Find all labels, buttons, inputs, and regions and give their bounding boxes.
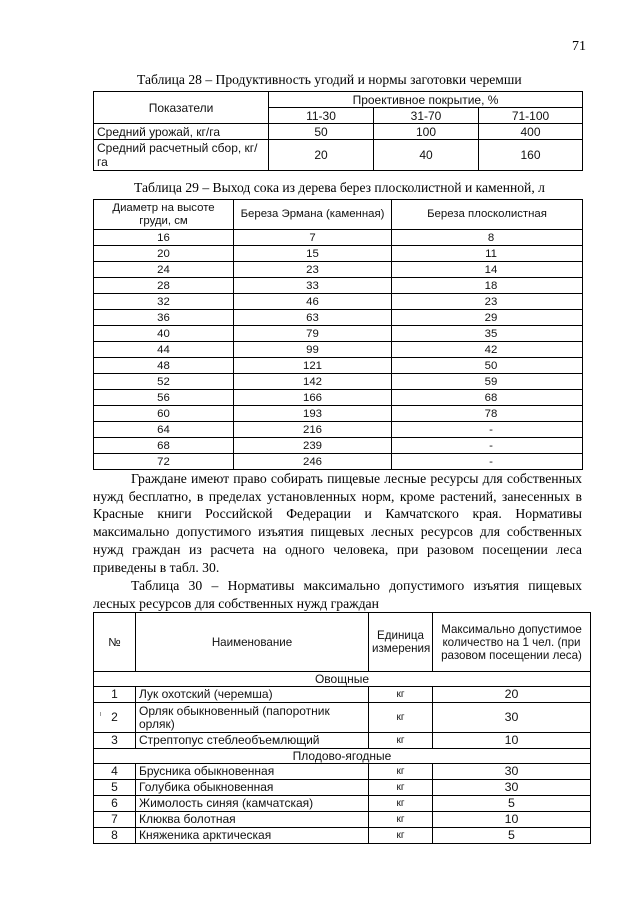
diameter-cell: 36 [94,310,234,326]
unit-cell: кг [369,733,433,749]
table29-caption: Таблица 29 – Выход сока из дерева берез плосколистной и каменной, л [134,180,545,195]
erman-birch-cell: 15 [234,246,392,262]
erman-birch-cell: 121 [234,358,392,374]
flatleaf-birch-cell: 14 [392,262,583,278]
header-unit: Единица измерения [369,613,433,672]
diameter-cell: 44 [94,342,234,358]
erman-birch-cell: 239 [234,438,392,454]
table-row [94,358,583,374]
group-title: Плодово-ягодные [94,749,591,764]
table30-caption: Таблица 30 – Нормативы максимально допустимого изъятия пищевых лесных ресурсов для собственных нужд граждан [93,578,582,611]
flatleaf-birch-cell: 29 [392,310,583,326]
row-number: 1 [94,687,136,703]
diameter-cell: 28 [94,278,234,294]
quantity-cell: 5 [433,828,591,844]
row-number: 4 [94,764,136,780]
table-row [94,326,583,342]
cell-value: 100 [374,124,479,140]
flatleaf-birch-cell: 50 [392,358,583,374]
unit-cell: кг [369,687,433,703]
quantity-cell: 20 [433,687,591,703]
flatleaf-birch-cell: 68 [392,390,583,406]
header-projective-cover: Проективное покрытие, % [269,92,583,108]
diameter-cell: 24 [94,262,234,278]
flatleaf-birch-cell: - [392,438,583,454]
item-name: Стрептопус стеблеобъемлющий [136,733,369,749]
item-name: Голубика обыкновенная [136,780,369,796]
flatleaf-birch-cell: 42 [392,342,583,358]
header-max-quantity: Максимально допустимое количество на 1 чел. (при разовом посещении леса) [433,613,591,672]
table-row [94,422,583,438]
erman-birch-cell: 216 [234,422,392,438]
row-number: 3 [94,733,136,749]
table30-caption-block [93,577,582,612]
table-row [94,406,583,422]
table-row [94,246,583,262]
table-row [94,124,583,140]
item-name: Лук охотский (черемша) [136,687,369,703]
range-header: 31-70 [374,108,479,124]
table-row [94,342,583,358]
table-row [94,438,583,454]
row-number: 2 [94,703,136,733]
flatleaf-birch-cell: - [392,422,583,438]
table-30 [93,612,591,844]
table-row [94,454,583,470]
unit-cell: кг [369,828,433,844]
flatleaf-birch-cell: 78 [392,406,583,422]
erman-birch-cell: 33 [234,278,392,294]
diameter-cell: 48 [94,358,234,374]
item-name: Жимолость синяя (камчатская) [136,796,369,812]
cell-value: 160 [479,140,583,171]
table-row [94,140,583,171]
item-name: Княженика арктическая [136,828,369,844]
row-number: 6 [94,796,136,812]
diameter-cell: 68 [94,438,234,454]
row-label: Средний расчетный сбор, кг/га [94,140,269,171]
flatleaf-birch-cell: 59 [392,374,583,390]
erman-birch-cell: 166 [234,390,392,406]
header-indicators: Показатели [94,92,269,124]
table-row [94,310,583,326]
table-row [94,687,591,703]
diameter-cell: 16 [94,230,234,246]
diameter-cell: 32 [94,294,234,310]
range-header: 71-100 [479,108,583,124]
diameter-cell: 64 [94,422,234,438]
diameter-cell: 40 [94,326,234,342]
unit-cell: кг [369,796,433,812]
range-header: 11-30 [269,108,374,124]
cell-value: 40 [374,140,479,171]
quantity-cell: 30 [433,703,591,733]
quantity-cell: 10 [433,733,591,749]
table-row [94,278,583,294]
item-name: Орляк обыкновенный (папоротник орляк) [136,703,369,733]
row-number: 7 [94,812,136,828]
group-title: Овощные [94,672,591,687]
header-diameter: Диаметр на высоте груди, см [94,200,234,230]
erman-birch-cell: 193 [234,406,392,422]
table-row [94,812,591,828]
erman-birch-cell: 23 [234,262,392,278]
table29-body [94,230,583,470]
group-row [94,672,591,687]
diameter-cell: 56 [94,390,234,406]
table-row [94,703,591,733]
table-row [94,230,583,246]
quantity-cell: 10 [433,812,591,828]
unit-cell: кг [369,812,433,828]
item-name: Клюква болотная [136,812,369,828]
table-row [94,262,583,278]
diameter-cell: 20 [94,246,234,262]
table-row [94,780,591,796]
erman-birch-cell: 63 [234,310,392,326]
item-name: Брусника обыкновенная [136,764,369,780]
diameter-cell: 72 [94,454,234,470]
quantity-cell: 30 [433,780,591,796]
table-row [94,764,591,780]
cell-value: 50 [269,124,374,140]
erman-birch-cell: 79 [234,326,392,342]
erman-birch-cell: 46 [234,294,392,310]
paragraph-text: Граждане имеют право собирать пищевые лесные ресурсы для собственных нужд бесплатно, в пределах установленных норм, кроме растений, занесенных в Красные книги Российской Федерации и Камчатского края. Нормативы максимально допустимого изъятия пищевых лесных ресурсов для собственных нужд граждан из расчета на одного человека, при разовом посещении леса приведены в табл. 30. [93,471,582,575]
scan-artifact [100,712,101,716]
table-row [94,390,583,406]
table30-body [94,672,591,844]
cell-value: 400 [479,124,583,140]
flatleaf-birch-cell: 18 [392,278,583,294]
table-29 [93,199,583,470]
page-number: 71 [572,39,586,54]
cell-value: 20 [269,140,374,171]
flatleaf-birch-cell: 23 [392,294,583,310]
row-number: 5 [94,780,136,796]
header-flatleaf-birch: Береза плосколистная [392,200,583,230]
group-row [94,749,591,764]
table-row [94,374,583,390]
header-name: Наименование [136,613,369,672]
flatleaf-birch-cell: - [392,454,583,470]
diameter-cell: 60 [94,406,234,422]
unit-cell: кг [369,780,433,796]
erman-birch-cell: 142 [234,374,392,390]
flatleaf-birch-cell: 35 [392,326,583,342]
erman-birch-cell: 246 [234,454,392,470]
body-paragraph [93,470,582,576]
row-label: Средний урожай, кг/га [94,124,269,140]
erman-birch-cell: 7 [234,230,392,246]
table-row [94,828,591,844]
unit-cell: кг [369,703,433,733]
table-row [94,294,583,310]
table-row [94,733,591,749]
header-number: № [94,613,136,672]
table-28 [93,91,583,171]
flatleaf-birch-cell: 11 [392,246,583,262]
flatleaf-birch-cell: 8 [392,230,583,246]
erman-birch-cell: 99 [234,342,392,358]
quantity-cell: 30 [433,764,591,780]
header-erman-birch: Береза Эрмана (каменная) [234,200,392,230]
unit-cell: кг [369,764,433,780]
table28-caption: Таблица 28 – Продуктивность угодий и нормы заготовки черемши [137,72,522,87]
diameter-cell: 52 [94,374,234,390]
quantity-cell: 5 [433,796,591,812]
table-row [94,796,591,812]
row-number: 8 [94,828,136,844]
